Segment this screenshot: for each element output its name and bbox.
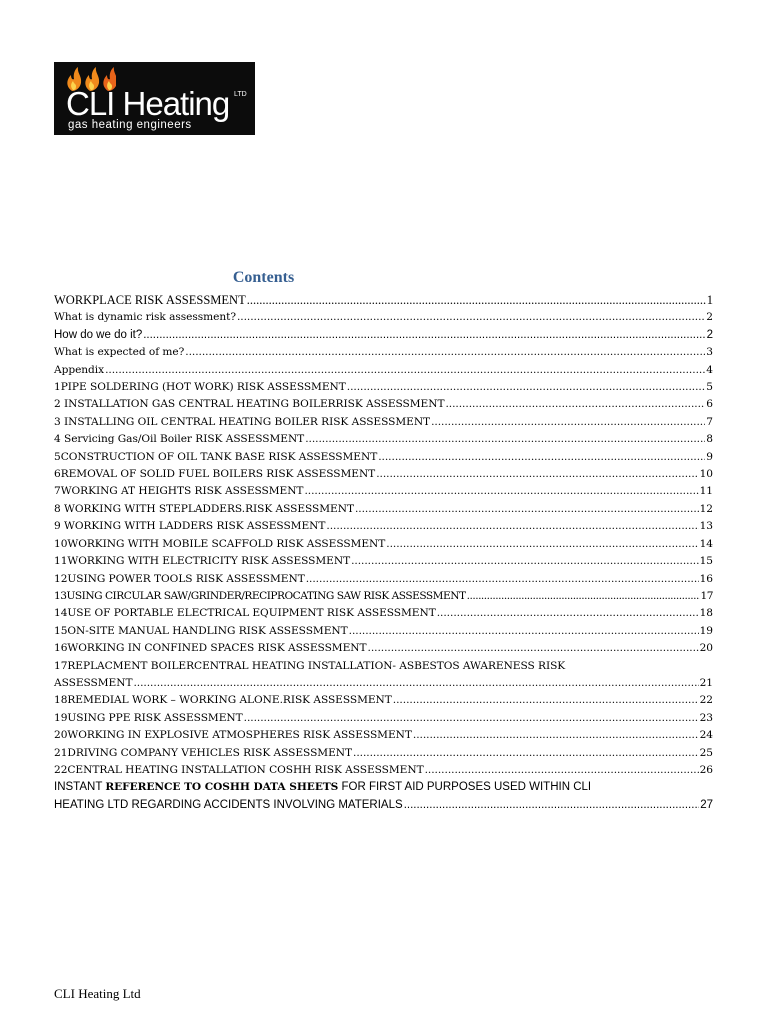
toc-entry[interactable] [54,362,713,379]
toc-entry[interactable] [54,431,713,448]
toc-leader-dots [386,536,698,553]
toc-page-number: 22 [699,694,713,707]
toc-leader-dots [353,745,699,762]
toc-entry-title: 15ON-SITE MANUAL HANDLING RISK ASSESSMENT [54,624,348,637]
toc-entry-title: 9 WORKING WITH LADDERS RISK ASSESSMENT [54,520,326,533]
toc-page-number: 19 [699,624,713,637]
logo-brand-text: CLI Heating [66,85,230,122]
toc-entry-title: 20WORKING IN EXPLOSIVE ATMOSPHERES RISK ASSESSMENT [54,729,412,742]
toc-entry[interactable] [54,571,713,588]
toc-entry[interactable] [54,640,713,657]
toc-page-number: 2 [706,328,713,341]
toc-entry-title: 2 INSTALLATION GAS CENTRAL HEATING BOILERRISK ASSESSMENT [54,398,445,411]
toc-entry-title-line1 [54,779,713,796]
toc-entry[interactable] [54,762,713,779]
toc-page-number: 15 [699,555,713,568]
toc-page-number: 21 [699,676,713,689]
toc-page-number: 3 [706,346,713,359]
logo-ltd-text: LTD [234,91,247,98]
toc-entry-title: 6REMOVAL OF SOLID FUEL BOILERS RISK ASSESSMENT [54,468,376,481]
toc-entry[interactable] [54,396,713,413]
toc-entry-title: 13USING CIRCULAR SAW/GRINDER/RECIPROCATING SAW RISK ASSESSMENT [54,589,466,602]
toc-entry-title: Appendix [54,363,105,376]
toc-page-number: 8 [706,433,713,446]
toc-entry-title: 22CENTRAL HEATING INSTALLATION COSHH RISK ASSESSMENT [54,763,424,776]
toc-entry-title: 16WORKING IN CONFINED SPACES RISK ASSESSMENT [54,642,367,655]
toc-entry[interactable] [54,536,713,553]
toc-leader-dots [368,640,699,657]
toc-entry[interactable] [54,605,713,622]
toc-entry-title: 14USE OF PORTABLE ELECTRICAL EQUIPMENT RISK ASSESSMENT [54,607,436,620]
logo-tagline: gas heating engineers [68,119,192,131]
toc-entry-title: 4 Servicing Gas/Oil Boiler RISK ASSESSMENT [54,433,305,446]
toc-entry-title: WORKPLACE RISK ASSESSMENT [54,293,246,307]
toc-entry-title: 1PIPE SOLDERING (HOT WORK) RISK ASSESSMENT [54,381,346,394]
toc-leader-dots [376,466,698,483]
toc-entry[interactable] [54,327,713,344]
toc-page-number: 2 [706,311,713,324]
toc-leader-dots [237,309,705,326]
toc-page-number: 26 [699,763,713,776]
toc-page-number: 24 [699,729,713,742]
toc-entry[interactable] [54,344,713,361]
toc-leader-dots [351,553,699,570]
toc-leader-dots [413,727,699,744]
toc-page-number: 13 [699,520,713,533]
table-of-contents [54,292,713,814]
toc-page-number: 11 [699,485,713,498]
contents-title: Contents [232,269,295,286]
toc-entry-title: 11WORKING WITH ELECTRICITY RISK ASSESSMENT [54,555,351,568]
toc-entry-title-line1: 17REPLACMENT BOILERCENTRAL HEATING INSTALLATION- ASBESTOS AWARENESS RISK [54,659,566,672]
toc-leader-dots [185,344,705,361]
toc-page-number: 4 [706,363,713,376]
toc-leader-dots [425,762,699,779]
toc-entry[interactable] [54,588,713,605]
toc-entry-title: HEATING LTD REGARDING ACCIDENTS INVOLVING MATERIALS [54,798,403,811]
toc-entry-title: How do we do it? [54,328,143,341]
toc-entry[interactable] [54,379,713,396]
toc-entry[interactable] [54,710,713,727]
company-logo [54,62,255,135]
toc-leader-dots [133,675,698,692]
toc-entry-title-part: FOR FIRST AID PURPOSES USED WITHIN CLI [338,781,592,794]
toc-page-number: 27 [700,798,713,811]
toc-entry-title: 19USING PPE RISK ASSESSMENT [54,711,243,724]
toc-leader-dots [445,396,705,413]
toc-leader-dots [393,692,699,709]
toc-leader-dots [326,518,698,535]
toc-page-number: 20 [699,642,713,655]
toc-page-number: 7 [706,415,713,428]
toc-entry-title: 3 INSTALLING OIL CENTRAL HEATING BOILER RISK ASSESSMENT [54,415,431,428]
toc-entry-title: ASSESSMENT [54,676,133,689]
toc-entry-title: 10WORKING WITH MOBILE SCAFFOLD RISK ASSESSMENT [54,537,386,550]
toc-entry-title-part: INSTANT [54,781,106,794]
toc-page-number: 17 [700,589,713,602]
toc-entry-title: 12USING POWER TOOLS RISK ASSESSMENT [54,572,305,585]
toc-entry[interactable] [54,501,713,518]
toc-entry-title: 21DRIVING COMPANY VEHICLES RISK ASSESSMENT [54,746,353,759]
toc-entry-title: 5CONSTRUCTION OF OIL TANK BASE RISK ASSESSMENT [54,450,378,463]
toc-entry[interactable] [54,692,713,709]
toc-leader-dots [304,483,698,500]
toc-leader-dots [306,571,699,588]
toc-page-number: 25 [699,746,713,759]
toc-leader-dots [467,588,700,605]
toc-page-number: 14 [699,537,713,550]
toc-entry[interactable] [54,623,713,640]
toc-leader-dots [431,414,705,431]
toc-entry-title: What is dynamic risk assessment? [54,311,236,324]
toc-entry-title-part: REFERENCE TO COSHH DATA SHEETS [105,781,339,794]
page-footer: CLI Heating Ltd [54,986,141,1001]
toc-page-number: 23 [699,711,713,724]
toc-page-number: 6 [706,398,713,411]
toc-leader-dots [355,501,699,518]
toc-entry[interactable] [54,483,713,500]
toc-leader-dots [143,327,705,344]
toc-leader-dots [347,379,706,396]
toc-page-number: 18 [699,607,713,620]
toc-leader-dots [105,362,705,379]
toc-entry[interactable] [54,466,713,483]
toc-entry[interactable] [54,553,713,570]
toc-page-number: 16 [699,572,713,585]
toc-entry-title: 7WORKING AT HEIGHTS RISK ASSESSMENT [54,485,304,498]
toc-entry-multiline[interactable] [54,658,713,693]
toc-entry[interactable] [54,292,713,309]
toc-entry[interactable] [54,518,713,535]
toc-leader-dots [404,797,700,814]
toc-page-number: 12 [699,502,713,515]
toc-page-number: 10 [699,468,713,481]
toc-entry[interactable] [54,449,713,466]
toc-leader-dots [437,605,699,622]
toc-leader-dots [247,292,706,309]
toc-entry-title: 18REMEDIAL WORK – WORKING ALONE.RISK ASSESSMENT [54,694,392,707]
toc-leader-dots [305,431,705,448]
toc-entry[interactable] [54,309,713,326]
toc-entry-title: What is expected of me? [54,346,185,359]
toc-entry[interactable] [54,727,713,744]
toc-leader-dots [244,710,699,727]
toc-entry-multiline[interactable] [54,779,713,814]
toc-entry[interactable] [54,414,713,431]
toc-leader-dots [349,623,699,640]
toc-entry-title: 8 WORKING WITH STEPLADDERS.RISK ASSESSMENT [54,502,354,515]
toc-entry[interactable] [54,745,713,762]
toc-page-number: 1 [706,293,713,307]
toc-page-number: 9 [706,450,713,463]
toc-page-number: 5 [706,381,713,394]
toc-leader-dots [378,449,705,466]
